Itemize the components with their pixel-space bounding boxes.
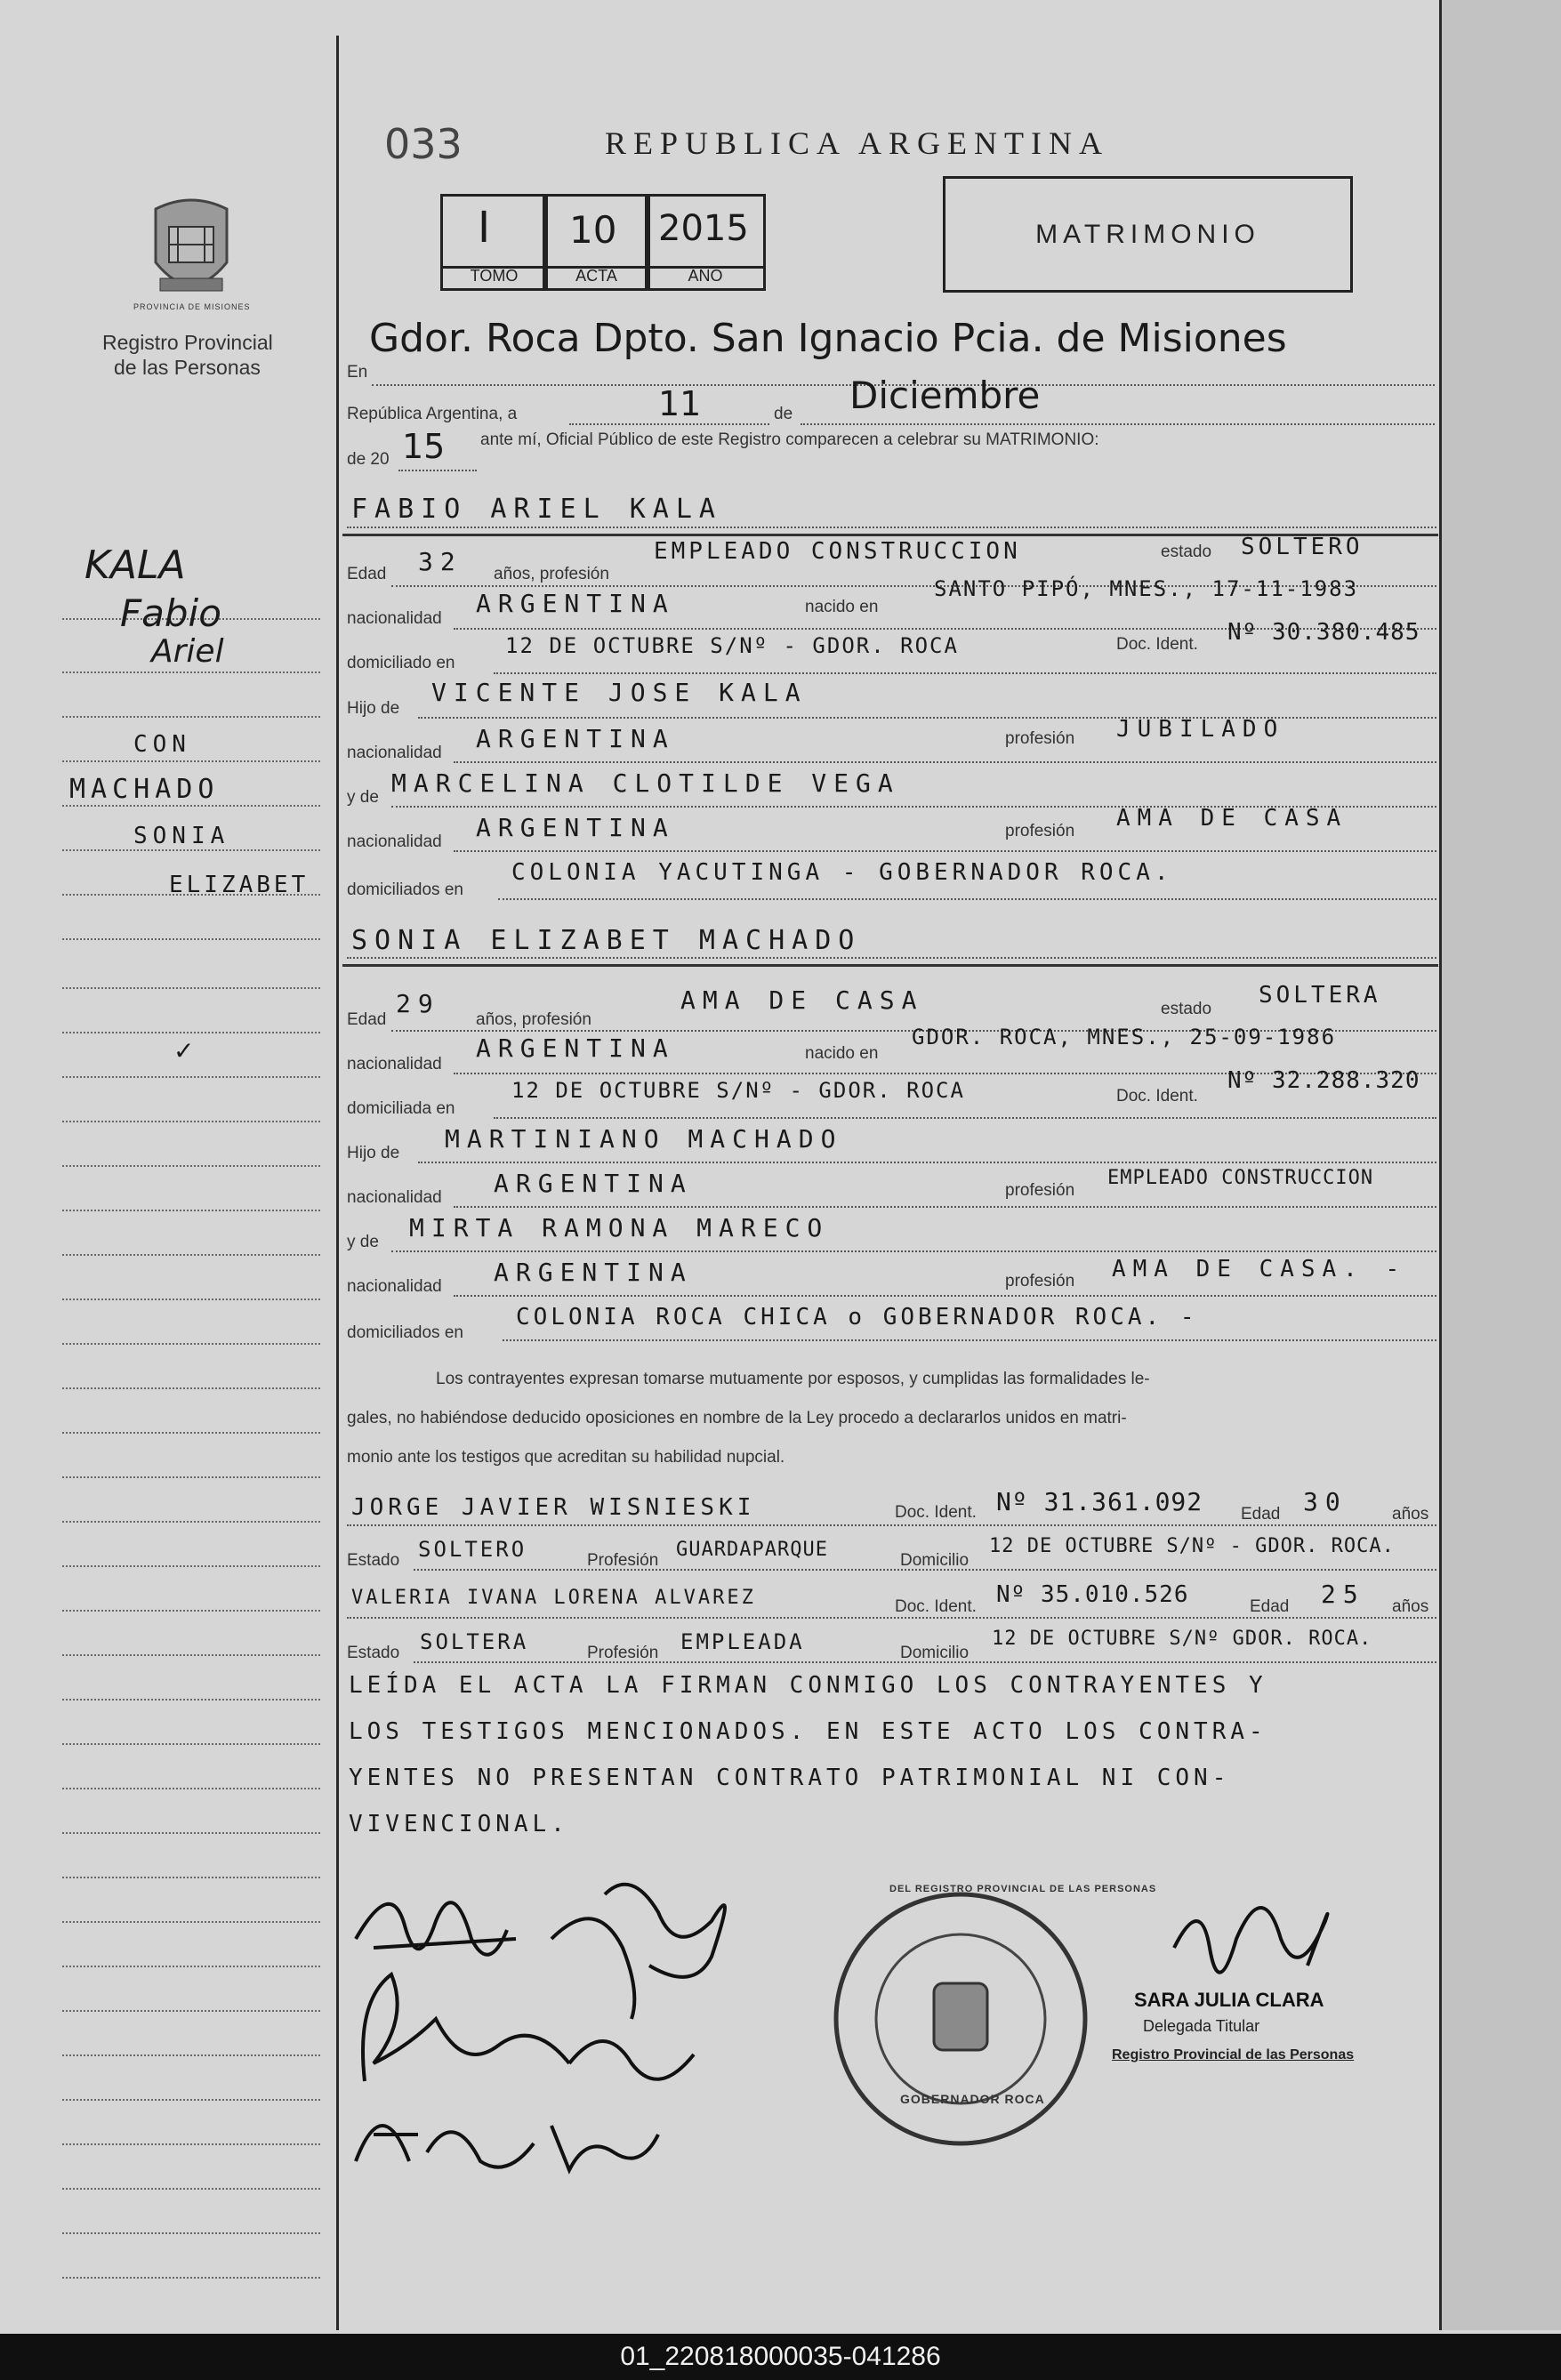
bride-father-nat-label: nacionalidad — [347, 1188, 442, 1207]
note-line4: VIVENCIONAL. — [349, 1811, 569, 1837]
witness2-prof-label: Profesión — [587, 1644, 659, 1662]
groom-father-prof: JUBILADO — [1116, 716, 1285, 743]
margin-line — [62, 1299, 320, 1300]
margin-note-bride-surname: MACHADO — [69, 774, 220, 805]
margin-line — [62, 1832, 320, 1834]
bride-mother-prof-label: profesión — [1005, 1272, 1075, 1291]
groom-profession: EMPLEADO CONSTRUCCION — [654, 538, 1021, 565]
de-label: de — [774, 405, 793, 423]
groom-name-line — [347, 527, 1436, 528]
margin-note-bride-middle: ELIZABET — [169, 872, 310, 898]
note-line3: YENTES NO PRESENTAN CONTRATO PATRIMONIAL NI CON- — [349, 1765, 1231, 1791]
bride-parents-addr: COLONIA ROCA CHICA o GOBERNADOR ROCA. - — [516, 1304, 1198, 1331]
margin-line — [62, 938, 320, 940]
margin-line — [62, 1254, 320, 1256]
bride-line5 — [454, 1206, 1436, 1208]
groom-edad-label: Edad — [347, 565, 387, 583]
official-signature — [1174, 1908, 1328, 1973]
groom-line8 — [498, 898, 1436, 900]
signatures-area — [338, 1841, 1436, 2197]
margin-line — [62, 2143, 320, 2145]
bride-father: MARTINIANO MACHADO — [445, 1124, 843, 1154]
groom-doc: Nº 30.380.485 — [1227, 619, 1420, 646]
bride-dom-label: domiciliada en — [347, 1099, 455, 1118]
official-name: SARA JULIA CLARA — [1134, 1989, 1324, 2011]
bride-estado-label: estado — [1161, 1000, 1212, 1018]
margin-line — [62, 1699, 320, 1701]
bride-age: 29 — [396, 989, 440, 1018]
note-line1: LEÍDA EL ACTA LA FIRMAN CONMIGO LOS CONTRAYENTES Y — [349, 1672, 1267, 1699]
intro-day: 11 — [658, 384, 702, 423]
witness2-line2 — [414, 1661, 1436, 1663]
margin-line — [62, 1521, 320, 1523]
margin-line — [62, 1877, 320, 1878]
margin-line — [62, 1032, 320, 1033]
official-office: Registro Provincial de las Personas — [1112, 2047, 1355, 2062]
margin-line — [62, 760, 320, 762]
coat-of-arms-seal — [142, 191, 240, 307]
right-border — [1439, 0, 1442, 2330]
day-line — [569, 423, 769, 425]
groom-hijo-label: Hijo de — [347, 699, 400, 718]
stamp-ring-text: DEL REGISTRO PROVINCIAL DE LAS PERSONAS — [889, 1884, 1157, 1894]
groom-mother-nat-label: nacionalidad — [347, 832, 442, 851]
margin-line — [62, 1966, 320, 1967]
margin-line — [62, 1076, 320, 1078]
witness1-line1 — [347, 1524, 1436, 1526]
groom-father-nat: ARGENTINA — [476, 724, 675, 753]
groom-mother-nat: ARGENTINA — [476, 813, 675, 842]
margin-line — [62, 1387, 320, 1389]
margin-line — [62, 2010, 320, 2012]
bride-hijo-label: Hijo de — [347, 1144, 400, 1162]
witness1-signature — [363, 1974, 694, 2081]
margin-line — [62, 716, 320, 718]
tomo-label: TOMO — [440, 263, 548, 291]
groom-nationality: ARGENTINA — [476, 589, 675, 618]
groom-line5 — [454, 761, 1436, 763]
bride-signature — [551, 1885, 725, 2019]
margin-line — [62, 987, 320, 989]
bride-mother-nat-label: nacionalidad — [347, 1277, 442, 1296]
groom-anos-label: años, profesión — [494, 565, 609, 583]
margin-line — [62, 1476, 320, 1478]
bride-doc: Nº 32.288.320 — [1227, 1067, 1420, 1094]
witness2-estado: SOLTERA — [420, 1629, 529, 1654]
groom-father-nat-label: nacionalidad — [347, 744, 442, 762]
witness2-age: 25 — [1321, 1580, 1365, 1609]
bride-mother-nat: ARGENTINA — [494, 1258, 693, 1287]
groom-father: VICENTE JOSE KALA — [431, 678, 808, 707]
margin-line — [62, 2232, 320, 2234]
witness1-doc: Nº 31.361.092 — [996, 1487, 1203, 1516]
tomo-acta-ano-box — [440, 194, 765, 293]
witness1-estado: SOLTERO — [418, 1537, 527, 1562]
declaration-line2: gales, no habiéndose deducido oposiciones en nombre de la Ley procedo a declararlos unidos en matri- — [347, 1409, 1127, 1427]
margin-note-first-name: Fabio — [120, 591, 221, 635]
declaration-line1: Los contrayentes expresan tomarse mutuamente por esposos, y cumplidas las formalidades le- — [436, 1370, 1150, 1388]
witness1-prof: GUARDAPARQUE — [676, 1539, 828, 1561]
witness2-dom-label: Domicilio — [900, 1644, 970, 1662]
act-type: MATRIMONIO — [1035, 220, 1260, 249]
margin-line — [62, 1343, 320, 1345]
bride-yde-label: y de — [347, 1233, 379, 1251]
witness2-name: VALERIA IVANA LORENA ALVAREZ — [351, 1587, 756, 1609]
witness2-edad-label: Edad — [1250, 1597, 1290, 1616]
groom-parents-addr: COLONIA YACUTINGA - GOBERNADOR ROCA. — [511, 859, 1173, 886]
margin-line — [62, 1788, 320, 1789]
groom-father-prof-label: profesión — [1005, 729, 1075, 748]
bride-father-prof-label: profesión — [1005, 1181, 1075, 1200]
witness1-dom-label: Domicilio — [900, 1551, 970, 1570]
margin-column — [0, 0, 338, 2330]
witness2-doc: Nº 35.010.526 — [996, 1581, 1189, 1608]
en-label: En — [347, 363, 368, 382]
witness1-estado-label: Estado — [347, 1551, 400, 1570]
margin-line — [62, 1432, 320, 1434]
witness1-edad-label: Edad — [1241, 1505, 1281, 1524]
witness1-name: JORGE JAVIER WISNIESKI — [351, 1494, 756, 1521]
bride-anos-label: años, profesión — [476, 1010, 591, 1029]
margin-line — [62, 1654, 320, 1656]
margin-note-surname: KALA — [84, 543, 186, 588]
witness2-signature — [356, 2126, 658, 2170]
bride-line6 — [391, 1250, 1436, 1252]
groom-address: 12 DE OCTUBRE S/Nº - GDOR. ROCA — [505, 633, 959, 658]
witness2-doc-label: Doc. Ident. — [895, 1597, 977, 1616]
margin-line — [62, 2188, 320, 2190]
margin-checkmark: ✓ — [173, 1036, 195, 1065]
witness1-age: 30 — [1303, 1487, 1348, 1516]
margin-line — [62, 2054, 320, 2056]
groom-name: FABIO ARIEL KALA — [351, 494, 722, 525]
groom-dom-label: domiciliado en — [347, 654, 455, 672]
witness2-estado-label: Estado — [347, 1644, 400, 1662]
witness2-prof: EMPLEADA — [680, 1629, 805, 1654]
intro-rest: ante mí, Oficial Público de este Registro comparecen a celebrar su MATRIMONIO: — [480, 430, 1099, 449]
intro-place: Gdor. Roca Dpto. San Ignacio Pcia. de Misiones — [369, 316, 1287, 361]
note-line2: LOS TESTIGOS MENCIONADOS. EN ESTE ACTO LOS CONTRA- — [349, 1718, 1267, 1745]
margin-line — [62, 805, 320, 807]
country-title: REPUBLICA ARGENTINA — [605, 125, 1110, 161]
next-page-edge — [1442, 0, 1561, 2330]
witness1-line2 — [414, 1569, 1436, 1571]
official-title: Delegada Titular — [1143, 2017, 1260, 2035]
ano-label: AÑO — [645, 263, 766, 291]
acta-label: ACTA — [543, 263, 650, 291]
year-line — [398, 470, 477, 471]
margin-line — [62, 1121, 320, 1122]
bride-profession: AMA DE CASA — [680, 985, 924, 1015]
bride-mother-prof: AMA DE CASA. - — [1112, 1256, 1407, 1282]
bride-line4 — [418, 1162, 1436, 1163]
section-divider — [342, 964, 1438, 967]
bride-nationality: ARGENTINA — [476, 1033, 675, 1063]
margin-line — [62, 671, 320, 673]
groom-estado: SOLTERO — [1241, 534, 1364, 560]
groom-line3 — [494, 672, 1436, 674]
groom-line7 — [454, 850, 1436, 852]
groom-parents-addr-label: domiciliados en — [347, 880, 463, 899]
registry-name-line1: Registro Provincial — [102, 331, 273, 354]
ano-value: 2015 — [658, 208, 749, 249]
bride-father-nat: ARGENTINA — [494, 1169, 693, 1198]
groom-mother-prof-label: profesión — [1005, 822, 1075, 840]
year-prefix: de 20 — [347, 450, 390, 469]
intro-month: Diciembre — [849, 374, 1041, 417]
groom-nat-label: nacionalidad — [347, 609, 442, 628]
act-type-box — [943, 176, 1353, 293]
official-stamp — [836, 1894, 1085, 2143]
tomo-cell — [440, 194, 548, 269]
groom-birth: SANTO PIPÓ, MNES., 17-11-1983 — [934, 576, 1359, 601]
groom-age: 32 — [418, 547, 463, 576]
bride-birth: GDOR. ROCA, MNES., 25-09-1986 — [912, 1025, 1337, 1049]
margin-note-bride-first: SONIA — [133, 823, 230, 849]
acta-value: 10 — [569, 208, 617, 252]
registry-name-line2: de las Personas — [114, 356, 261, 379]
witness2-dom: 12 DE OCTUBRE S/Nº GDOR. ROCA. — [992, 1628, 1372, 1650]
bride-estado: SOLTERA — [1259, 982, 1381, 1009]
margin-line — [62, 2099, 320, 2101]
bride-mother: MIRTA RAMONA MARECO — [409, 1213, 830, 1242]
margin-line — [62, 849, 320, 851]
bride-parents-addr-label: domiciliados en — [347, 1323, 463, 1342]
margin-line — [62, 1565, 320, 1567]
witness1-prof-label: Profesión — [587, 1551, 659, 1570]
groom-mother: MARCELINA CLOTILDE VEGA — [391, 768, 900, 798]
witness1-doc-label: Doc. Ident. — [895, 1503, 977, 1522]
margin-line — [62, 1743, 320, 1745]
margin-line — [62, 2277, 320, 2279]
witness2-anos-label: años — [1392, 1597, 1429, 1616]
bride-doc-label: Doc. Ident. — [1116, 1087, 1198, 1106]
margin-line — [62, 1921, 320, 1923]
groom-nacido-label: nacido en — [805, 598, 879, 616]
margin-note-con: CON — [133, 731, 191, 758]
bride-father-prof: EMPLEADO CONSTRUCCION — [1107, 1167, 1374, 1189]
margin-line — [62, 1610, 320, 1612]
margin-line — [62, 1165, 320, 1167]
groom-doc-label: Doc. Ident. — [1116, 635, 1198, 654]
margin-note-middle-name: Ariel — [151, 633, 224, 670]
groom-mother-prof: AMA DE CASA — [1116, 805, 1348, 832]
witness2-line1 — [347, 1617, 1436, 1619]
witness1-dom: 12 DE OCTUBRE S/Nº - GDOR. ROCA. — [989, 1535, 1395, 1557]
file-id-bar: 01_220818000035-041286 — [0, 2334, 1561, 2380]
groom-estado-label: estado — [1161, 543, 1212, 561]
republica-label: República Argentina, a — [347, 405, 518, 423]
margin-line — [62, 1210, 320, 1211]
groom-yde-label: y de — [347, 788, 379, 807]
bride-nacido-label: nacido en — [805, 1044, 879, 1063]
witness1-anos-label: años — [1392, 1505, 1429, 1524]
bride-name: SONIA ELIZABET MACHADO — [351, 925, 862, 956]
groom-signature — [356, 1902, 516, 1955]
bride-name-line — [347, 957, 1436, 959]
month-line — [801, 423, 1435, 425]
year-suffix: 15 — [402, 427, 446, 466]
bride-line8 — [503, 1339, 1436, 1341]
bride-nat-label: nacionalidad — [347, 1055, 442, 1073]
folio-number: 033 — [384, 120, 463, 168]
bride-line7 — [454, 1295, 1436, 1297]
declaration-line3: monio ante los testigos que acreditan su habilidad nupcial. — [347, 1448, 785, 1467]
bride-edad-label: Edad — [347, 1010, 387, 1029]
seal-text: PROVINCIA DE MISIONES — [133, 302, 251, 311]
stamp-center-text: GOBERNADOR ROCA — [900, 2092, 1045, 2106]
tomo-value: I — [478, 203, 491, 253]
bride-address: 12 DE OCTUBRE S/Nº - GDOR. ROCA — [511, 1078, 965, 1103]
bride-line3 — [494, 1117, 1436, 1119]
